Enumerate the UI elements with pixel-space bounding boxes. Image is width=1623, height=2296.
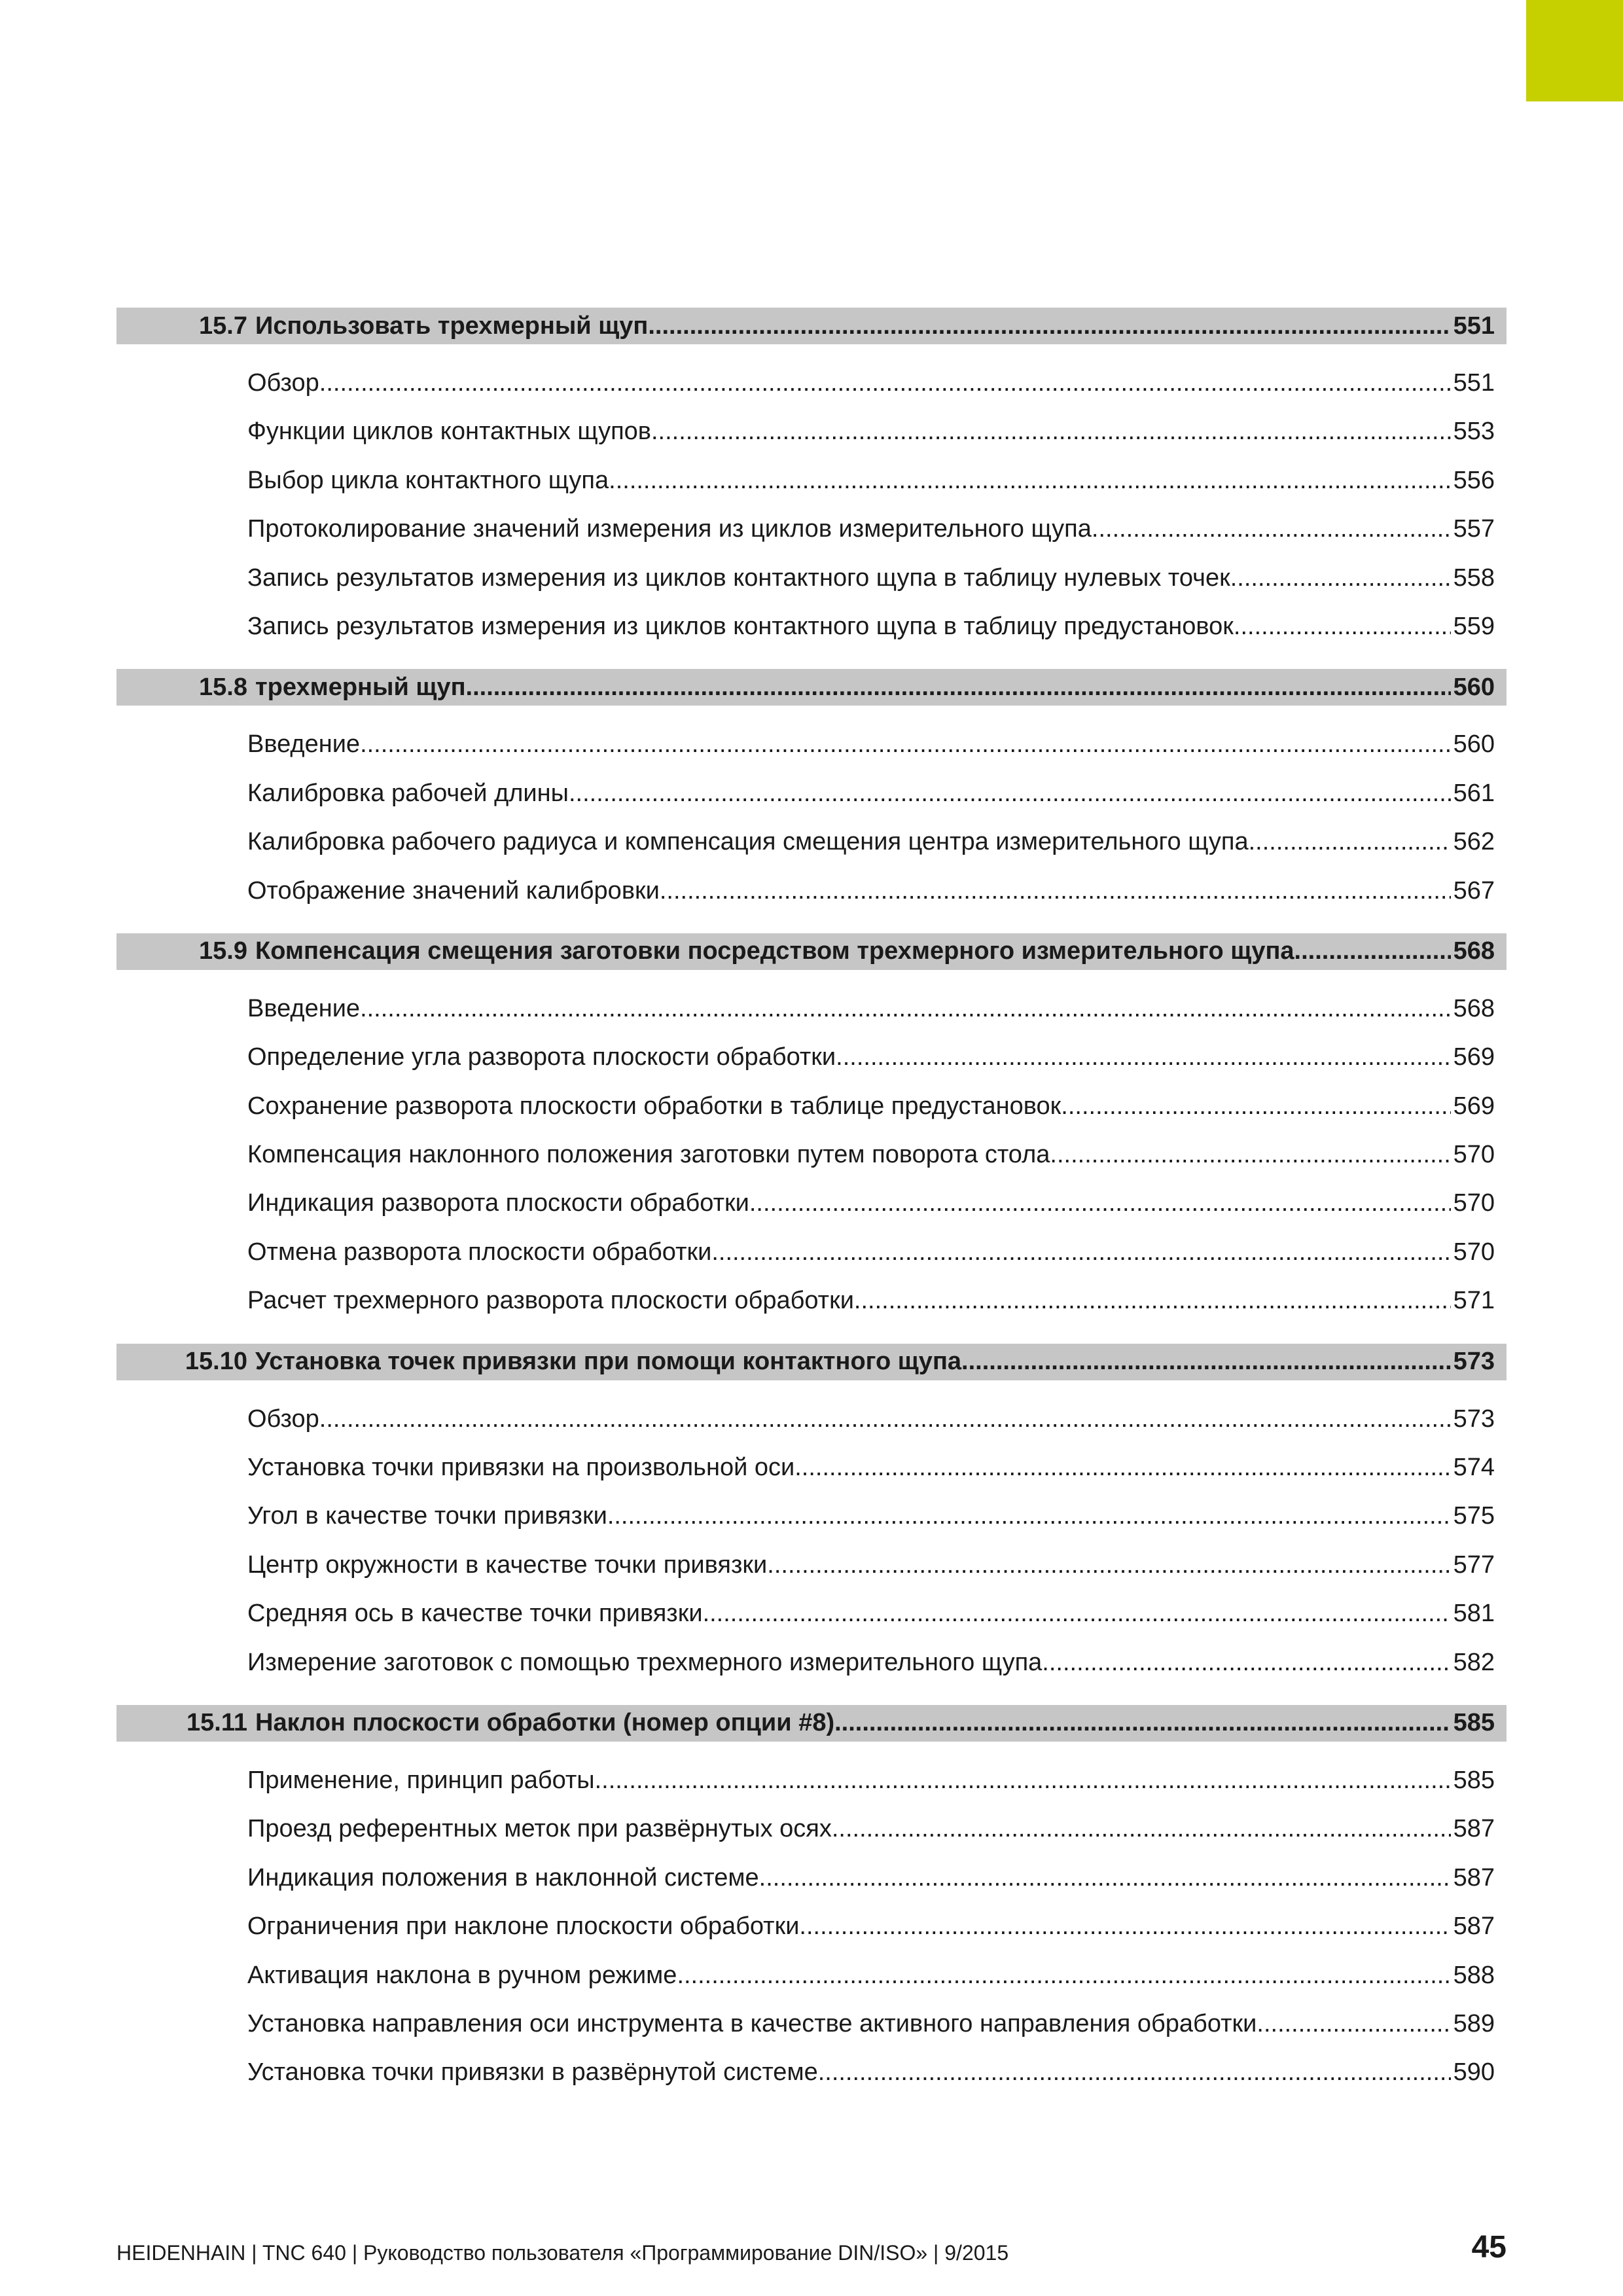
section-title: Использовать трехмерный щуп [255,312,649,340]
entry-leader [247,1276,1495,1325]
entry-title: Отмена разворота плоскости обработки [247,1238,712,1266]
toc-entry[interactable] [116,867,1507,915]
toc-entry[interactable] [116,1804,1507,1853]
entry-leader [247,2000,1495,2048]
chapter-accent-tab [1526,0,1623,101]
entry-title: Измерение заготовок с помощью трехмерного измерительного щупа [247,1648,1043,1676]
entry-leader [247,1179,1495,1227]
dot-leader [648,312,1450,340]
section-title: Наклон плоскости обработки (номер опции #8) [255,1709,835,1737]
entry-page: 571 [1453,1287,1495,1315]
entry-page: 562 [1453,828,1495,856]
table-of-contents [116,308,1507,2115]
entry-leader [247,407,1495,456]
dot-leader [749,1179,1451,1227]
dot-leader [319,1395,1451,1443]
entry-title: Обзор [247,369,319,397]
dot-leader [1234,602,1451,651]
entry-leader [247,602,1495,651]
dot-leader [595,1756,1451,1804]
entry-leader [247,867,1495,915]
dot-leader [832,1804,1451,1853]
dot-leader [607,1492,1451,1540]
entry-leader [247,1130,1495,1179]
entry-title: Запись результатов измерения из циклов контактного щупа в таблицу нулевых точек [247,564,1230,592]
section-page: 568 [1453,937,1495,965]
dot-leader [1294,937,1451,965]
entry-page: 570 [1453,1238,1495,1266]
entry-title: Расчет трехмерного разворота плоскости обработки [247,1287,854,1315]
entry-leader [247,456,1495,505]
dot-leader [767,1541,1450,1589]
page-footer [116,2220,1507,2266]
section-leader [255,673,1495,702]
entry-title: Применение, принцип работы [247,1766,595,1794]
page-number: 45 [1471,2230,1507,2265]
toc-section [116,1344,1507,1687]
section-leader [255,1348,1495,1376]
entry-page: 587 [1453,1912,1495,1941]
entry-title: Выбор цикла контактного щупа [247,466,609,494]
entry-title: Введение [247,994,361,1022]
entry-title: Активация наклона в ручном режиме [247,1961,677,1989]
entry-title: Установка направления оси инструмента в качестве активного направления обработки [247,2009,1257,2037]
toc-entry[interactable] [116,1854,1507,1902]
section-page: 560 [1453,673,1495,701]
section-heading[interactable] [116,1344,1507,1380]
entry-leader [247,817,1495,866]
entry-title: Ограничения при наклоне плоскости обработки [247,1912,800,1941]
entry-page: 590 [1453,2058,1495,2087]
entry-title: Угол в качестве точки привязки [247,1502,607,1530]
dot-leader [677,1951,1450,2000]
entry-page: 574 [1453,1454,1495,1482]
section-page: 551 [1453,312,1495,340]
entry-title: Компенсация наклонного положения заготовки путем поворота стола [247,1141,1050,1169]
entry-leader [247,1082,1495,1130]
entry-title: Индикация разворота плоскости обработки [247,1189,749,1217]
toc-section [116,669,1507,915]
dot-leader [569,769,1451,817]
dot-leader [1042,1638,1450,1687]
toc-entry[interactable] [116,1276,1507,1325]
section-items [116,344,1507,651]
section-leader [255,937,1495,965]
entry-leader [247,1492,1495,1540]
dot-leader [794,1443,1450,1492]
entry-page: 587 [1453,1815,1495,1843]
toc-entry[interactable] [116,456,1507,505]
entry-page: 585 [1453,1766,1495,1794]
section-title: Компенсация смещения заготовки посредством трехмерного измерительного щупа [255,937,1294,965]
entry-leader [247,505,1495,553]
section-items [116,1742,1507,2097]
toc-entry[interactable] [116,505,1507,553]
section-heading[interactable] [116,933,1507,970]
entry-page: 589 [1453,2009,1495,2037]
section-number: 15.7 [199,312,247,340]
entry-title: Сохранение разворота плоскости обработки в таблице предустановок [247,1092,1061,1120]
section-items [116,1380,1507,1687]
section-page: 573 [1453,1348,1495,1376]
entry-page: 577 [1453,1551,1495,1579]
entry-leader [247,984,1495,1033]
entry-page: 575 [1453,1502,1495,1530]
entry-leader [247,1951,1495,2000]
dot-leader [1249,817,1451,866]
entry-leader [247,1854,1495,1902]
dot-leader [961,1348,1451,1376]
entry-leader [247,769,1495,817]
entry-title: Отображение значений калибровки [247,876,660,905]
toc-entry[interactable] [116,359,1507,407]
dot-leader [703,1589,1451,1638]
section-title: трехмерный щуп [255,673,466,701]
entry-page: 588 [1453,1961,1495,1989]
dot-leader [799,1902,1450,1950]
dot-leader [834,1709,1450,1737]
footer-text: HEIDENHAIN | TNC 640 | Руководство пользователя «Программирование DIN/ISO» | 9/2015 [116,2241,1009,2265]
section-leader [255,312,1495,340]
section-items [116,970,1507,1325]
dot-leader [1092,505,1451,553]
section-heading[interactable] [116,308,1507,344]
toc-section [116,308,1507,651]
dot-leader [466,673,1451,702]
entry-leader [247,1395,1495,1443]
entry-page: 561 [1453,779,1495,807]
entry-page: 587 [1453,1863,1495,1892]
entry-page: 560 [1453,730,1495,759]
toc-section [116,1705,1507,2097]
entry-page: 570 [1453,1141,1495,1169]
dot-leader [360,720,1451,768]
toc-section [116,933,1507,1325]
toc-entry[interactable] [116,407,1507,456]
entry-title: Протоколирование значений измерения из циклов измерительного щупа [247,515,1092,543]
dot-leader [609,456,1450,505]
toc-entry[interactable] [116,1902,1507,1950]
toc-entry[interactable] [116,1395,1507,1443]
toc-entry[interactable] [116,1033,1507,1081]
entry-title: Калибровка рабочего радиуса и компенсация смещения центра измерительного щупа [247,828,1249,856]
dot-leader [1230,554,1451,602]
entry-page: 581 [1453,1600,1495,1628]
entry-page: 559 [1453,612,1495,640]
toc-entry[interactable] [116,2000,1507,2048]
entry-leader [247,720,1495,768]
section-number: 15.9 [199,937,247,965]
section-heading[interactable] [116,1705,1507,1742]
dot-leader [651,407,1451,456]
entry-title: Введение [247,730,361,759]
dot-leader [1050,1130,1450,1179]
entry-title: Запись результатов измерения из циклов контактного щупа в таблицу предустановок [247,612,1234,640]
dot-leader [319,359,1451,407]
entry-page: 568 [1453,994,1495,1022]
entry-title: Установка точки привязки в развёрнутой системе [247,2058,818,2087]
section-number: 15.8 [199,673,247,701]
section-page: 585 [1453,1709,1495,1737]
entry-page: 551 [1453,369,1495,397]
entry-leader [247,554,1495,602]
entry-leader [247,1804,1495,1853]
entry-page: 553 [1453,418,1495,446]
entry-leader [247,1443,1495,1492]
section-heading[interactable] [116,669,1507,706]
dot-leader [818,2048,1451,2096]
entry-page: 570 [1453,1189,1495,1217]
entry-title: Калибровка рабочей длины [247,779,569,807]
entry-title: Определение угла разворота плоскости обработки [247,1043,836,1071]
toc-entry[interactable] [116,1492,1507,1540]
dot-leader [711,1228,1450,1276]
dot-leader [360,984,1451,1033]
section-number: 15.11 [187,1709,247,1737]
entry-leader [247,1638,1495,1687]
dot-leader [854,1276,1451,1325]
dot-leader [759,1854,1451,1902]
entry-title: Центр окружности в качестве точки привязки [247,1551,768,1579]
section-items [116,706,1507,915]
entry-page: 557 [1453,515,1495,543]
section-title: Установка точек привязки при помощи контактного щупа [255,1348,962,1376]
entry-leader [247,1756,1495,1804]
toc-entry[interactable] [116,1228,1507,1276]
entry-page: 558 [1453,564,1495,592]
toc-entry[interactable] [116,1951,1507,2000]
toc-entry[interactable] [116,817,1507,866]
toc-entry[interactable] [116,554,1507,602]
entry-title: Средняя ось в качестве точки привязки [247,1600,703,1628]
entry-title: Индикация положения в наклонной системе [247,1863,759,1892]
toc-entry[interactable] [116,1541,1507,1589]
toc-entry[interactable] [116,1589,1507,1638]
dot-leader [660,867,1451,915]
entry-leader [247,1902,1495,1950]
entry-leader [247,359,1495,407]
toc-entry[interactable] [116,1638,1507,1687]
entry-page: 582 [1453,1648,1495,1676]
entry-title: Функции циклов контактных щупов [247,418,651,446]
entry-page: 569 [1453,1043,1495,1071]
section-leader [255,1709,1495,1737]
entry-leader [247,2048,1495,2096]
toc-entry[interactable] [116,1082,1507,1130]
entry-leader [247,1589,1495,1638]
toc-entry[interactable] [116,1130,1507,1179]
entry-title: Установка точки привязки на произвольной оси [247,1454,795,1482]
toc-entry[interactable] [116,1443,1507,1492]
entry-page: 573 [1453,1405,1495,1433]
toc-entry[interactable] [116,2048,1507,2096]
entry-leader [247,1541,1495,1589]
entry-title: Обзор [247,1405,319,1433]
entry-page: 567 [1453,876,1495,905]
toc-entry[interactable] [116,1756,1507,1804]
toc-entry[interactable] [116,769,1507,817]
toc-entry[interactable] [116,1179,1507,1227]
entry-page: 556 [1453,466,1495,494]
dot-leader [1257,2000,1450,2048]
entry-page: 569 [1453,1092,1495,1120]
dot-leader [1061,1082,1450,1130]
entry-leader [247,1228,1495,1276]
entry-title: Проезд референтных меток при развёрнутых осях [247,1815,832,1843]
toc-entry[interactable] [116,602,1507,651]
dot-leader [836,1033,1450,1081]
toc-entry[interactable] [116,720,1507,768]
entry-leader [247,1033,1495,1081]
toc-entry[interactable] [116,984,1507,1033]
section-number: 15.10 [185,1348,247,1376]
